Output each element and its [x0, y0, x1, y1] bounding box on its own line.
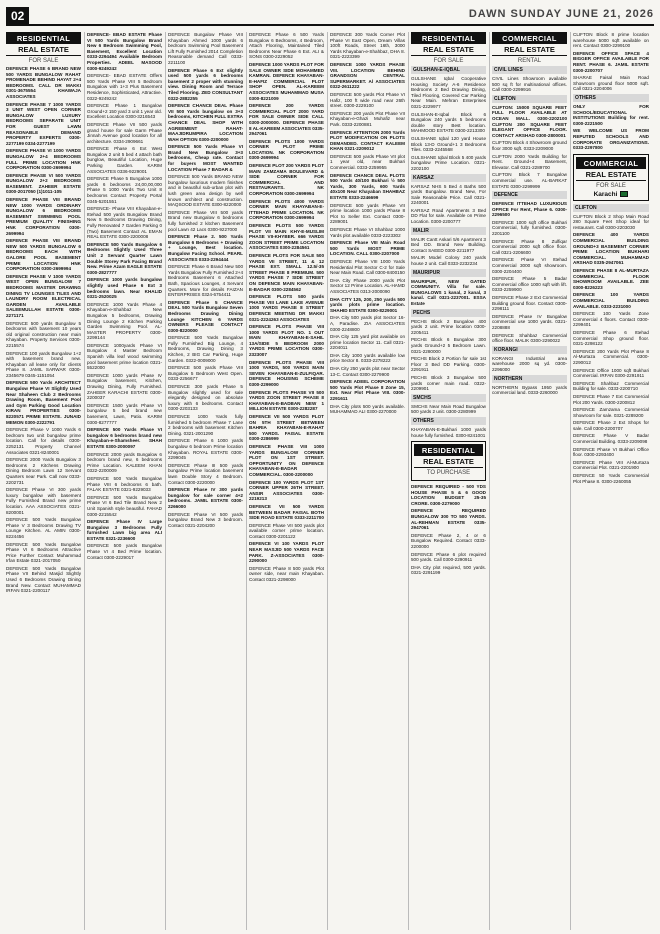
classified-ad: DEFENCE Phase VI Shahbaz 1000 Yards plot available 0333-2223302 — [330, 227, 405, 238]
classified-ad: DEFENCE 500 yards Phase VII plot 1 year old, near Bukhari Commercial. 0333-2259955 — [330, 153, 405, 171]
classified-ad: DEFENCE 500 yards Phase VIII Bungalow 5 Bedroom West Open. 0333-2256677 — [168, 365, 243, 382]
classified-ad: DEFENCE 500 yards Plot Phase VI Hafiz, 100 ft wide road near 26th street. 0300-2229100 — [330, 91, 405, 109]
classified-ad: DEFENCE Phase VI 500 yards bungalow Brand New 3 bedroom. Contact 0321-2204200 — [168, 511, 243, 528]
classified-ad: DEFENCE 500 Yards Phase VI bungalow 6 bedrooms brand new Khayaban-e-Shamsheer. SHAH ESTATE 0300-2000097 — [87, 427, 162, 449]
city-label: Karachi — [576, 191, 646, 198]
classified-column — [411, 32, 490, 930]
classified-ad: DEFENCE ITTEHAD LUXURIOUS OFFICE For Rent, Phase 6. 0300-2296500 — [492, 201, 567, 218]
classified-ad: DEFENCE Phase 6 Ittehad Commercial Shop ground floor. 0321-2298122 — [573, 329, 649, 347]
location-heading: GULSHAN-E-IQBAL — [411, 66, 486, 74]
classified-ad: DEFENCE Phase 2 Ext Shops for sale. Call 0300-2200707 — [573, 420, 649, 431]
classified-ad: DEFENCE 200 yards Plot Phase VII Khayaban-e-Ghazi Muhafiz near Park. 0333-2200881 — [330, 110, 405, 127]
classified-ad: DEFENCE Bungalow Phase VIII Khayaban Ahmed 1000 yards 6 bedroom Swimming Pool Basement Lift Fully Furnished 2014 Completion Reasonable demand Call 0333-2211100 — [168, 32, 243, 65]
classified-ad: GULSHANE Iqbal 120 yard House Block 13-D Ground+1 3 Bedrooms Tiles. 0333-2245568 — [411, 135, 486, 153]
classified-ad: DEFENCE PHASE VI 500 YARDS BUNGALOW 2+2 BEDROOMS BASEMENT. ZAHEER ESTATE 0300-2017050 (1)1011-105 — [6, 172, 81, 195]
classified-ad: CLIFTON Block 2 Shop Main Road 280 Square Feet Shop ideal for restaurant. Call 0300-2203030 — [573, 213, 649, 230]
classified-ad: DEFENCE PLOTS PHASE VIII 1000 YARDS, 500 YARDS MAIN SEVEN KHAYABAN-E-ZULFIQAR. DEFENCE HOUSING SCHEME 0300-2299000 — [249, 359, 324, 388]
classified-ad: DHA City Phase 2000 yards Plot Sector 12 Prime Location. AL-HAMD ASSOCIATES 0313-2000090 — [330, 277, 405, 294]
classified-ad: MALIR Model Colony 240 yards house 2 unit. Call 0333-2232234 — [411, 255, 486, 267]
classified-ad: DEFENCE Phase 2, 4 or 6 Bungalow Required. Contact 0333-2200000 — [411, 532, 486, 550]
classified-ad: DEFENCE PLOTS PHASE VIII 1000 YARDS PLOT NO. 1 OUT MAIN KHAYABAN-E-SAHIL 13A/SIDE 5 BEDROOM 2000 YARDS PRIME LOCATION 0300-2323007 — [249, 324, 324, 358]
location-heading: MAURIPUR — [411, 269, 486, 277]
classified-ad: DEFENCE 400 YARDS COMMERCIAL BUILDING GROUND+3 BASEMENT CORNER PRIME LOCATION BUKHARI COMMERCIAL. MUHAMMAD ARSHAD 0335-2947061 — [573, 232, 649, 266]
classified-column — [168, 32, 247, 930]
classified-ad: DEFENCE PHASE 7 1000 YARDS 3 UNIT WEST OPEN CORNER BUNGALOW LUXURY BEDROOMS SEPARATE UNIT FOR GUEST LAWN REASONABLE DEMAND PROPERTY EXPERTS 0300-2277199 0334-2277199 — [6, 101, 81, 146]
classified-ad: MAURIPUR, NEW GATED COMMUNITY. Villa for sale. BUNGALOWS 1 kanal, 2 kanal, 3 kanal. Call 0321-2237001. ESSA Estate — [411, 278, 486, 306]
classified-ad: DEFENCE 100 YARDS PLOT 1ST CORNER UPPER 26TH STREET. ANSIR ASSOCIATES 0300-2219213 — [249, 479, 324, 502]
classified-ad: DEFENCE 500 yards Phase VII prime location 1000 yards Phase 8 Plot to Seller Ext. Contact 0300-2289001 — [330, 202, 405, 225]
classified-column — [6, 32, 85, 930]
classified-ad: DEFENCE Phase VII 500 yards grand house for sale Garm Phase Jinnah Avenue good location for all architecture. 0334-2909661 — [87, 121, 162, 144]
classified-ad: DEFENCE OFFICE SPACE 4 BIGGER OFFICE AVAILABLE FOR RENT. PHASE 6. JAMIL ESTATE 0300-2200707 — [573, 50, 649, 73]
classified-ad: DEFENCE Phase 6 1000 yards bungalow 6 bedroom Prime location Khayaban. ROYAL ESTATE 0300-2299045 — [168, 438, 243, 461]
classified-ad: DEFENCE PLOTS PHASE VII 500 YARDS ZOON STREET PHASE 8 KHAYABAN-E-BADBAN NEW 1 MILLION ESTATE 0300-2282287 — [249, 389, 324, 412]
classified-ad: KARSAZ NHS 5 Bed 4 Baths 500 yards Bungalow. Brand New, For Sale Reasonable Price. Call 0321-2240001 — [411, 183, 486, 206]
classified-ad: DEFENCE 100 Yards Zone Commercial 4 floors. Contact 0300-2299401 — [573, 311, 649, 328]
classified-ad: MALIR Cantt Askari 5/6 Apartment 3 Bed DD. Brand New Building. Contact SAEED 0300-2211977 — [411, 236, 486, 253]
classified-ad: CLIFTON Block 7 Bungalow commercial use. AL-BARKAT ESTATE 0300-2299999 — [492, 172, 567, 189]
classified-ad: DEFENCE PHASE 6 BRAND NEW 500 YARDS BUNGALOW RAHAT PROMENADE BEHIND HAYAT 2+4 BEDROOMS. CALL DR MAKKI 0301-3675554 KHAWAJA ASSOCIATES — [6, 66, 81, 99]
classified-ad: CIVIL Lines Showroom available 500 sq ft for multinational offices. Call 0300-2299916 — [492, 76, 567, 93]
classified-ad: DEFENCE 500 Yards Bungalow Fully Furnished Big Lounge, 4 Bedrooms, Drawing Dining 3 Kitchen, 2 BIG Car Parking, Huge Garden. 0322-0009000 — [168, 335, 243, 363]
classified-column — [87, 32, 166, 930]
commercial-sale-column — [573, 32, 652, 930]
classified-ad: DEFENCE Phase 5 Badar Commercial office 1000 sqft with lift. 0333-2259900 — [492, 276, 567, 293]
classified-ad: DEFENCE PHASE 8 AL-MURTAZA COMMERCIAL FLOOR SHOWROOM AVAILABLE. ZEE 0300-8226223 — [573, 268, 649, 290]
classified-ad: DEFENCE 500 Yards Phase VI Brand New Bungalow 3+3 bedrooms, Cheap rate. Contact for buyers MOST WANTED LOCATION Phase 7 BADAR & — [168, 144, 243, 172]
location-heading: PECHS — [411, 309, 486, 317]
classified-ad: DEFENCE Phase 6 Ext slightly used 500 yards 6 bedrooms basement 2 proper with stunning view. Dining Room and Terrace Tiled Flooring. ZED CONSULTANT 0322-2882255 — [168, 67, 243, 101]
classified-ad: WE WELCOME US FROM REPUTED SCHOOLS AND CORPORATE ORGANIZATIONS. 0333-2297800 — [573, 128, 649, 151]
classified-ad: PECHS Block 2 Bungalow 400 yards 2 unit. Prime location 0300-2205411 — [411, 318, 486, 335]
classified-ad: DEFENCE Phase 6 500 Yards Bungalow 6 Bedrooms, 4 Bedroom, Attach Flooring, Maintained Tiled Bedrooms Near Phase 6 Ext. ALI & SONS 0300-2229052 — [249, 32, 324, 60]
classified-ad: DEFENCE Phase 6 Ext West Bungalow 2 unit 5 bed 4 attach bath bunglow, Beautiful Location, Huge Parking Garden. KARIM ASSOCIATES 0336-9229001 — [87, 146, 162, 174]
pakistan-flag-icon — [620, 191, 628, 197]
section-tag: FOR SALE — [433, 58, 464, 64]
classified-ad: DEFENCE 500 Yards Bungalow 6 Bedrooms Slightly Used Three Unit 2 Servant Quarter Lawn Double Storey Park Facing Brand New. Prime Azam EAGLE ESTATE 0300-2827777 — [87, 241, 162, 275]
classified-ad: DEFENCE 500 Yards Bungalow Phase V 3 Bedrooms Drawing TV Lounge Kitchen. AL AMIN 0300-8224456 — [6, 517, 81, 539]
classified-ad: DEFENCE Phase 8 Zulfiqar Commercial 2000 sqft office floor. Call 0321-2206600 — [492, 238, 567, 255]
classified-ad: DEFENCE 500 Yards Bungalow Phase VI 6 Bed Tile Brand New 2 Unit Spanish style beautiful. FAHAD 0300-2215542 — [87, 494, 162, 517]
classified-ad: PECHS Block 3 Bungalow 500 yards corner main road. 0322-2209901 — [411, 374, 486, 392]
classified-ad: DEFENCE Phase IV Bungalow commercial use 1000 yards. 0321-2208888 — [492, 313, 567, 330]
section-title: RESIDENTIAL — [411, 32, 486, 44]
classified-ad: DEFENCE Phase VIII 500 yards Brand new Bungalow 6 bedrooms fully furnished 2 kitchen Basement pool Lawn 42 Lacs 0300-9227000 — [168, 209, 243, 232]
classified-ad: ONLY FOR SCHOOL/EDUCATIONAL INSTITUTIONS Building for rent. 0300-2221500 — [573, 103, 649, 126]
section-subtitle: REAL ESTATE — [6, 44, 81, 56]
classified-ad: DHA City plot required, 500 yards. 0321-2291199 — [411, 564, 486, 576]
classified-ad: DEFENCE Phase VIII Main Road 500 Yards MOST PRIME LOCATION. CALL 0300-2207000 — [330, 240, 405, 257]
classified-ad: DEFENCE- Phase VIII Khayaban-e-Ittehad 500 yards Bungalow Brand New 5 Bedrooms Drawing Dining, Fully Renovated 7 Garden Parking 0 (Two) Basement Contact AL EMAN REAL ESTATE 0300-2200008 — [87, 206, 162, 240]
classified-ad: GULSHANE Iqbal Block 5 400 yards bungalow Prime Location. 0321-2202100 — [411, 154, 486, 171]
classified-ad: DEFENCE 1000 YARDS PLOT FOR SALE OWNER SIDE MOHAMMED KAMRAN. DEFENCE KHAYABAN-E-HAFIZ COMMERCIAL PLOT SHOP OPEN. AL-KAREEM ASSOCIATES MUHAMMAD MUSA 0300-8221009 — [249, 61, 324, 101]
classified-ad: GULSHANE Iqbal Cooperative Housing Society A-6 Residence Bedrooms 2 Bed Drawing Dining, Tiled Flooring, Covered Car Parking Near Main. Mehran Enterprises 0321-2229977 — [411, 76, 486, 109]
classified-ad: DEFENCE Phase III 500 yards bungalow Prime location basement lawn Double Story 4 Bedroom. Contact 0300-2220000 — [168, 462, 243, 485]
classified-ad: DEFENCE 500 yards Bungalow Phase VI 4 Bed Prime location. Contact 0300-2229017 — [87, 543, 162, 560]
classified-ad: DEFENCE PLOTS 1000 YARDS CORNER PLOT PRIME LOCATION. NK CORPORATION 0300-2699994 — [249, 138, 324, 161]
classified-ad: DEFENCE CHANCE DEAL PLOTS 500 Yards 40/100 Bukhari ½ 500 Yards, 300 Yards, 600 Yards 40x100 Near Khayaban SHAHBAZ ESTATE 0333-2246699 — [330, 172, 405, 201]
section-title: COMMERCIAL — [492, 32, 567, 44]
classified-ad: KARSAZ Road Apartments 3 Bed DD Flat for sale. Available on Prime Location. 0300-2200777 — [411, 207, 486, 225]
purchase-tag: TO PURCHASE — [426, 470, 471, 477]
classified-ad: DEFENCE PLOTS 500 yards PHASE VIII LANE LAKE AVENUE 1000 YARDS PHASE 8 STREET DEFENCE MEETING DR MAKKI 0321-2224263 ASSOCIATES — [249, 294, 324, 322]
classified-ad: DEFENCE 500 yards Bungalow 5 bedrooms with basement 10 years old original construction near main Khayaban. Property Services 0300-2215574 — [6, 320, 81, 348]
location-heading: CLIFTON — [573, 204, 649, 212]
page-number: 02 — [6, 7, 29, 25]
classified-ad: DEFENCE VII 500 YARDS BETWEEN BADAR FAISAL BOTH SIDE ROAD ESTATE 0333-2211700 — [249, 503, 324, 521]
classified-ad: DEFENCE 1000yards Phase VI Bungalow 4 Master Bedroom Spanish villa leaf wood swimming pool basement prime location 0321-5522000 — [87, 342, 162, 371]
classified-ad: CLIFTON: 15000 SQUARE FEET FULL FLOOR AVAILABLE AT OCEAN MALL. 0300-2202100 CLIFTON 200 SQUARE FEET ELEGANT OFFICE FLOOR. CONTACT ARSHAD 0300-2800001 — [492, 104, 567, 138]
classified-ad: DEFENCE PLOTS FOR SALE 500 YARDS VII STREET, 11 & 12 PHASE EXT. SMALL 12.5/-35 STREET PHASE 8 PREMIUM. 500 YARDS PHASE 7 SIDE STREET ON DEFENCE MAIN KHAYABAN-E-BADAR 0300-2284562 — [249, 252, 324, 292]
masthead: DAWN SUNDAY JUNE 21, 2026 — [468, 8, 654, 20]
classified-ad: NORTHERN Bypass 1950 yards commercial land. 0333-2260000 — [492, 384, 567, 396]
classified-ad: DEFENCE 2000 Yards Bungalow 3 Bedrooms 2 Kitchens Drawing Dining Bedroom Lawn 12 Servant Quarters near Park. Call now 0333-2202731 — [6, 457, 81, 485]
location-heading: DEFENCE — [492, 191, 567, 199]
commercial-sale-tag: FOR SALE — [596, 182, 626, 189]
classified-ad: DEFENCE Phase 7 Ext Commercial Plot 200 Yards. 0300-2200812 — [573, 393, 649, 405]
classified-ad: DEFENCE PHASE VIII 1000 YARDS BUNGALOW CORNER PLOT ON 1ST STREET. OPPORTUNITY ON DEFENCE KHAYABAN-E-BADAR COMMERCIAL. 0300-2200000 — [249, 443, 324, 477]
classified-ad: DEFENCE- EBAD ESTATE Offers 500 Yards Phase VIII 5 Bedroom Bungalow with 1+3 Plus Basement Residence, Sophisticated, Attractive. 0322-9249242 — [87, 73, 162, 101]
classified-ad: DEFENCE Phase V Badar Commercial Building. 0333-2209098 — [573, 433, 649, 445]
classified-ad: DEFENCE 500 Yards Bungalow Phase VII Behind Masjid Slightly Used 6 Bedrooms Drawing Dining Brand New. Contact MUHAMMAD IRFAN 0321-2200117 — [6, 565, 81, 594]
commercial-rental-column — [492, 32, 571, 930]
classified-ad: DEFENCE PHASE VIII BRAND NEW 1000 YARDS ORDINARY BUNGALOW 6 BEDROOMS BASEMENT SWIMMING POOL PREMIUM QUALITY FINISHING HNK CORPORATION 0300-2699994 — [6, 197, 81, 236]
classified-ad: DEFENCE 1000 sqft office Bukhari Commercial, fully furnished. 0300-2201100 — [492, 219, 567, 237]
classified-ad: DEFENCE 500 Yards ARCHITECT Bungalow Phase VI Slightly Used Near Shaheen Club 2 Bedrooms Drawing Room, Basement Pool and Gym Parking Good Location KIRAN PROPERTIES 0300-8220571 PRIME ESTATE. JUNAID MEMON 0300-2222791 — [6, 380, 81, 425]
classified-ad: DEFENCE Phase VI Bukhari Office floor. 0300-2293400 — [573, 446, 649, 458]
classified-ad: DEFENCE 500 Yards Bungalow Phase VIII 6 bedrooms 6 bath. FALAK ESTATE 0321-9229033 — [87, 475, 162, 493]
classified-ad: DEFENCE 1000 yards Phase IV Bungalow basement, Kitchen, Drawing Dining, Fully Furnished. ZAHEER KARACHI ESTATE 0300-2200037 — [87, 372, 162, 401]
classified-ad: DEFENCE VI 100 YARDS PLOT NEAR MASJID 500 YARDS FACE PARK. Z-ASSOCIATES 0300-2290000 — [249, 541, 324, 564]
classified-ad: DEFENCE 1000 Yards fully furnished 5 bedroom Phase 7 Lane 2 bedrooms with basement Kitchen Dining. 0321-2001290 — [168, 414, 243, 436]
classified-ad: DHA City 1000 yards available low price Sector 8. 0333-2278222 — [330, 352, 405, 364]
location-heading: SMCHS — [411, 394, 486, 402]
classified-ad: KHAYABAN-E-Bukhari 1000 yards house fully furnished. 0300-8241001 — [411, 426, 486, 438]
classified-ad: DEFENCE PLOTS 500 YARDS PLOT VII MAIN KHY-E-MUSLIM PHASE VII-KHYBER. 666 YARDS ZOON STREET PRIME LOCATION ASSOCIATES 0300-2284561 — [249, 223, 324, 251]
location-heading: MALIR — [411, 227, 486, 235]
classified-column — [330, 32, 409, 930]
classified-ad: DHA CITY 125, 200, 250 yards 500 yards plots prime location. SHAHID ESTATE 0300-8229001 — [330, 296, 405, 313]
classified-ad: DEFENCE Shahbaz Commercial Building for sale. 0333-2200710 — [573, 380, 649, 392]
page-header — [6, 6, 654, 26]
classified-ad: PECHS Block 2 Portion for sale 1st Floor 3 Bed DD Parking. 0300-2291911 — [411, 356, 486, 373]
classified-ad: DEFENCE 1500 yards Phase VI bungalow 5 bed brand new basement, Lawn, Patio. KARIM 0300-8277777 — [87, 402, 162, 425]
classified-ad: DEFENCE REQUIRED - 500 YDS HOUSE PHASE 5 & 6 GOOD LOCATION BUDGET 25-35 CRORE. 0300-2279000 — [411, 484, 486, 506]
classified-ad: DEFENCE ADEEL CORPORATION 500 Yards Plot Phase 8 Zone 15, Ext. Near Plot Phase VIII. 0300-2291611 — [330, 379, 405, 402]
classified-ad: DEFENCE 1000 yards bungalow slightly used Phase 6 Ext 3 bedrooms lawn. Near KHALID 0321-2520025 — [87, 277, 162, 300]
classified-ad: DEFENCE 200 Yards Plot Phase 8 Al-Murtaza Commercial. 0300-2290012 — [573, 348, 649, 365]
location-heading: CLIFTON — [492, 95, 567, 103]
classified-ad: DEFENCE- EBAD ESTATE Phase VI 500 Yards Bungalow Brand New 6 Bedroom Swimming Pool, Basement, Excellent Location 0333-2294494 Available Bedroom Properties. ADEEL MASOOD 0300-9249242 — [87, 32, 162, 71]
classified-ad: DEFENCE PLOT 200 YARDS PLOT MAIN ZAMZAMA BOULEVARD & SIDE CORNER FOR COMMERCIAL AND RESTAURANTS. NK CORPORATION 0300-2699994 — [249, 163, 324, 197]
classified-ad: DEFENCE 100 YARDS COMMERCIAL BUILDING AVAILABLE. 0333-2231000 — [573, 292, 649, 309]
classified-ad: GULSHAN-E-Iqbal Block 6 Bungalow 240 yards 5 bedrooms double story Best location. MAHMOOD ESTATE 0300-2213300 — [411, 111, 486, 134]
classified-ad: DEFENCE PHASE V 1000 YARDS WEST OPEN BUNGALOW 7 BEDROOMS MASTER DRAWING DINING TV LOUNGES TILES AND LAUNDRY ROOM ELECTRICAL GARDEN AVAILABLE SALEEMULLAH ESTATE 0300-2271171 — [6, 273, 81, 318]
classified-ad: DEFENCE Phase 2. 500 Yards Bungalow 6 Bedrooms + Drawing + Lounge, Best location. Bungalow Facing School. PEARL ASSOCIATES 0333-2294444 — [168, 234, 243, 262]
classified-column — [249, 32, 328, 930]
classified-ad: DEFENCE Phase VIII 1000 Yards Residential Plot Sector C-2 for Sale Near Main Road. Call 0300-8400150 — [330, 258, 405, 276]
location-heading: CIVIL LINES — [492, 66, 567, 74]
classified-ad: DEFENCE Zamzama Commercial Showroom for sale. 0321-2289200 — [573, 407, 649, 418]
classified-ad: DEFENCE CHANCE DEAL Phase VII 500 Yards bungalow on 3+3 bedrooms, KITCHEN FULL EXTRA CHANCE DEAL SHOP WITH AGREEMENT RAHAT-MAAJIDRUMPIRA LOCATION WAH OPTION 0300-2200000 — [168, 103, 243, 142]
classified-ad: DEFENCE Phase VI Ittehad Commercial 3000 sqft showroom. 0300-2204400 — [492, 257, 567, 274]
classified-ad: DEFENCE 300 Yards Corner Plot Phase VI East Open, Dream Villas 100ft Roads, Street 16th, 3000 Yards Khayaban-e-Shahbaz, DHA 8. 0321-2223399 — [330, 32, 405, 60]
classified-ad: DEFENCE 300 yards Phase 5 Bungalow slightly used for sale elegantly designed on absolute luxury with 6 bedrooms. Contact 0300-2203133 — [168, 384, 243, 412]
classified-ad: DEFENCE Phase 6 plot required 500 yards. Call 0300-2290911 — [411, 551, 486, 563]
classified-ad: DEFENCE Shahbaz Commercial office floor. MALIK 0300-2290022 — [492, 332, 567, 344]
purchase-title: RESIDENTIAL — [414, 444, 483, 456]
classified-ad: DEFENCE Phase IV 300 yards bungalow for sale corner 4+2 bedrooms. JAMIL ESTATE 0300-2266000 — [168, 487, 243, 509]
classified-ad: DEFENCE Phase VIII Al-Murtaza Commercial Plot. 0321-2201900 — [573, 459, 649, 471]
classified-ad: DEFENCE Phase 5 CHANCE DEAL 500 Yards Bungalow Seven Bedrooms Drawing Dining Lounge KITCHEN 6 YARDS OWNERS PLEASE CONTACT 0300-8220000 — [168, 299, 243, 333]
classified-ad: DEFENCE Phase VI 300 yards luxury bungalow with basement Fully Furnished Brand new prime location. AAA ASSOCIATES 0321-8200001 — [6, 487, 81, 515]
classified-ad: DEFENCE 500 Yards Bungalow Phase VI 6 Bedrooms Attractive Price Further Contact Muhammad Irfan Estate 0321-2017050 — [6, 541, 81, 564]
classified-ad: DEFENCE Phase 5 Bungalow 1000 yards 6 bedrooms 24,00,00,000 Phase 5 1000 Yards Two Unit 8 bedrooms Contact Property Portal 0345-5201551 — [87, 176, 162, 204]
classified-ad: DHA City plots 500 yards available. MUHAMMAD ALI 0300-2270000 — [330, 403, 405, 415]
classified-ad: DEFENCE Phase 2 Ext Commercial Building ground floor. Contact 0300-2298111 — [492, 295, 567, 312]
classified-ad: SHARAE Faisal Main Road Showroom ground floor 5000 sqft. Call 0321-2204006 — [573, 75, 649, 92]
classified-ad: CLIFTON Block 8 prime location warehouse 5000 sqft available on rent. Contact 0300-2299100 — [573, 32, 649, 49]
location-heading: KARSAZ — [411, 174, 486, 182]
section-title: RESIDENTIAL — [6, 32, 81, 44]
classified-ad: DEFENCE Phase 8 500 yards Plot owner side, near main Khayaban. Contact 0321-2298000 — [249, 565, 324, 583]
section-subtitle: REAL ESTATE — [411, 44, 486, 56]
commercial-sale-title: COMMERCIAL — [576, 157, 646, 169]
section-tag: FOR SALE — [28, 58, 59, 64]
classified-ad: DHA City 250 yards plot near Sector 13-C. Contact 0300-2279900 — [330, 366, 405, 377]
purchase-subtitle: REAL ESTATE — [414, 456, 483, 468]
classified-ad: DEFENCE REQUIRED BUNGALOW 300 TO 500 YARDS. AL-REHMAN ESTATE 0335-2947061 — [411, 508, 486, 531]
classified-ad: CLIFTON Block 4 Showroom ground floor 3000 sqft. 0333-2209000 — [492, 140, 567, 151]
classified-ad: DEFENCE 1000 YARDS PHASE VIII. LOCATION BEHIND GRANDSON CENTRAL SUPERMARKET. Al ASSOCIATES 0322-2611222 — [330, 61, 405, 90]
classified-ad: DHA City 500 yards plot Sector 16-A, Paradise. ZIA ASSOCIATES 0300-2248800 — [330, 315, 405, 332]
location-heading: OTHERS — [573, 94, 649, 102]
classified-ad: DEFENCE 100 yards Bungalow 1+2 with basement brand new. Khayaban all lease only for clients Phase 8. JAMIL SARWAR 0300-2345679 0345-1151054 — [6, 350, 81, 378]
classified-ad: DEFENCE PHASE VI 1000 YARDS BUNGALOW 2+4 BEDROOMS FULL PRIME LOCATION HNK CORPORATION 0300-2699994 — [6, 148, 81, 171]
classified-ad: DEFENCE Phase 6 Brand New 500 Yards Bungalow Fully Furnished 2+4 Bedrooms Basement 6 Attached Bath, Spacious Lounges, 4 Servant Quarters. More for details FAIZAN ENTERPRISES 0324-6754411 — [168, 264, 243, 298]
classified-ad: DEFENCE Phase IV Large Bungalow 3 Bedrooms Fully furnished Lawn big area ALI ESTATE 0321-2236600 — [87, 519, 162, 541]
classified-ad: DEFENCE 1000 Yards Phase 4 Khayaban-e-Shahbaz New Bungalow 5 bedrooms, Drawing Dining Lounge 2 Kitchen Parking Garden Swimming Pool. AL-MASTER PROPERTY 0300-2299144 — [87, 301, 162, 341]
location-heading: KORANGI — [492, 346, 567, 354]
commercial-sale-subtitle: REAL ESTATE — [576, 169, 646, 181]
location-heading: OTHERS — [411, 417, 486, 425]
classified-ad: DEFENCE VII 500 YARDS PLOT ON 5TH STREET BETWEEN BAHRIA KHAYABAN-E-RAHAT 500 YARDS. FAISAL ESTATE 0300-2286999 — [249, 414, 324, 442]
classified-ad: SMCHS Near Main Road Bungalow 500 yards 2 unit. 0300-2280999 — [411, 403, 486, 415]
classified-ad: DEFENCE PHASE VIII BRAND NEW 500 YARDS BUNGALOW 6 BEDROOMS EACH WITH GALORE POOL BASEMENT PRIME LOCATION HNK CORPORATION 0300-2699994 — [6, 238, 81, 272]
section-tag: RENTAL — [517, 58, 542, 64]
classified-ad: DEFENCE 50 Yards Commercial Plot Phase 8. 0300-2260055 — [573, 473, 649, 484]
classified-ad: DEFENCE Phase V 1000 Yards 6 bedroom two unit bungalow prime location. Call for details 0300-2252131 Property Channel Associates 0321-8240001 — [6, 427, 81, 455]
purchase-box — [411, 441, 486, 481]
classified-ad: DEFENCE 200 YARDS COMMERCIAL PLOT 2000 YARD FOR SALE OWNER SIDE CALL 0300-2000000. DEFENCE PHASE 8 AL-KAREEM ASSOCIATES 0335-2947061 — [249, 103, 324, 137]
classified-ad: DEFENCE ATTENTION 2000 Yards PLOT MODIFICATION ON PLOTS DEMANDED. CONTACT KALEEM KHAN 0321-2209012 — [330, 129, 405, 152]
classified-ad: PECHS Block 6 Bungalow 300 yards Ground+2 5 Bedroom Lawn. 0321-2280000 — [411, 337, 486, 354]
classified-ad: DEFENCE Phase 1 Bungalow Ground+2 150 yard 3 unit 1 year old. Excellent Location 0300-3216543 — [87, 103, 162, 120]
classified-ad: DEFENCE Phase VII 500 yards plot available corner prime location. Contact 0300-2201122 — [249, 522, 324, 539]
section-subtitle: REAL ESTATE — [492, 44, 567, 56]
location-heading: NORTHERN — [492, 375, 567, 383]
classified-ad: DEFENCE 500 Yards BRAND NEW bungalow luxurious modern finishes and in beautiful sub-urban plot with lush green area design by well known architect and construction. MAQSOOD ESTATE 0300-8220000 — [168, 174, 243, 208]
classified-ad: DHA City 125 yard plot available on prime location Sector 11. Call 0321-2204011 — [330, 334, 405, 351]
classified-ad: KORANGI Industrial area warehouse 2000 sq yd. 0300-2296000 — [492, 355, 567, 372]
classified-ad: DEFENCE 2000 yards Bungalow 6 bedroom brand new, 6 bedrooms Prime Location. KALEEM KHAN 0322-2200009 — [87, 451, 162, 474]
classified-ad: CLIFTON 2000 Yards Building for Rent. Ground+4 Basement, Elevator. Call 0321-2289700 — [492, 153, 567, 170]
commercial-sale-box — [573, 154, 649, 201]
classified-ad: DEFENCE Office 1000 sqft Bukhari Commercial. IRFAN 0300-2291911 — [573, 367, 649, 379]
classified-ad: DEFENCE PLOTS 4000 YARDS CORNER MAIN KHAYABAN-E-ITTEHAD PRIME LOCATION. NK CORPORATION 0300-2699994 — [249, 198, 324, 221]
